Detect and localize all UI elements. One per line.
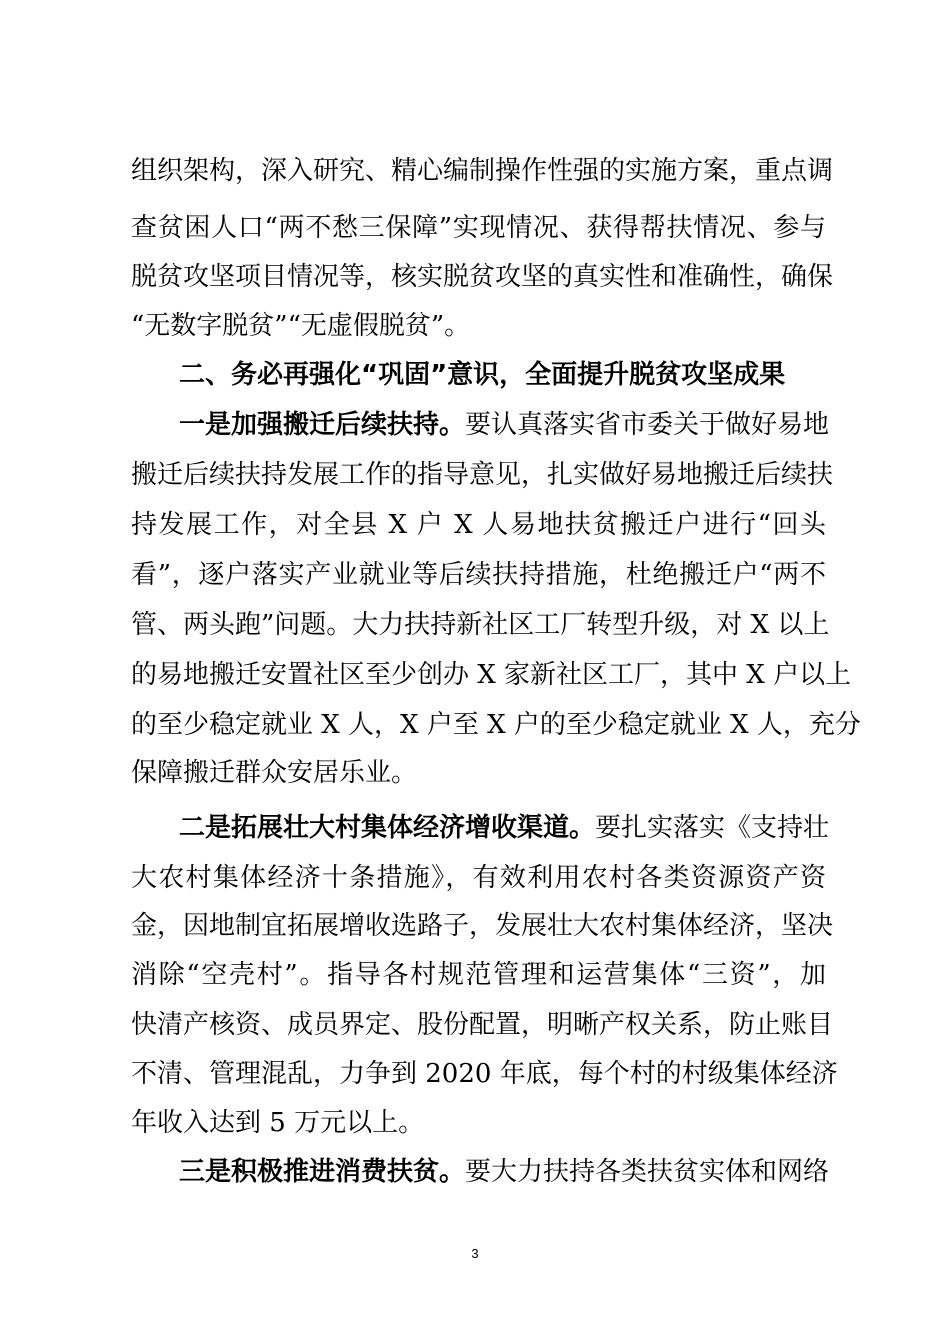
para-1-line-2: 搬迁后续扶持发展工作的指导意见，扎实做好易地搬迁后续扶: [131, 460, 834, 490]
para-2-line-2: 大农村集体经济十条措施》，有效利用农村各类资源资产资: [131, 863, 826, 893]
para-1-line-5: 管、两头跑”问题。大力扶持新社区工厂转型升级，对 X 以上: [131, 610, 830, 640]
para-1-line-7: 的至少稳定就业 X 人，X 户至 X 户的至少稳定就业 X 人，充分: [131, 710, 861, 740]
para-1-line-3: 持发展工作，对全县 X 户 X 人易地扶贫搬迁户进行“回头: [131, 510, 826, 540]
para-2-lead: 二是拓展壮大村集体经济增收渠道。: [179, 813, 596, 843]
intro-line-1: 组织架构，深入研究、精心编制操作性强的实施方案，重点调: [131, 156, 834, 186]
para-2-first-line: [179, 813, 830, 843]
para-1-line-4: 看”，逐户落实产业就业等后续扶持措施，杜绝搬迁户“两不: [131, 560, 826, 590]
para-3-first-line-rest: 要大力扶持各类扶贫实体和网络: [465, 1157, 830, 1187]
para-2-first-line-rest: 要扎实落实《支持壮: [595, 813, 830, 843]
para-2-line-6: 不清、管理混乱，力争到 2020 年底，每个村的村级集体经济: [131, 1059, 838, 1089]
para-2-line-5: 快清产核资、成员界定、股份配置，明晰产权关系，防止账目: [131, 1010, 834, 1040]
para-1-first-line: [179, 410, 830, 440]
para-1-first-line-rest: 要认真落实省市委关于做好易地: [465, 410, 830, 440]
para-1-line-8: 保障搬迁群众安居乐业。: [131, 758, 418, 788]
para-2-line-7: 年收入达到 5 万元以上。: [131, 1108, 425, 1138]
intro-line-3: 脱贫攻坚项目情况等，核实脱贫攻坚的真实性和准确性，确保: [131, 262, 834, 292]
para-1-line-6: 的易地搬迁安置社区至少创办 X 家新社区工厂，其中 X 户以上: [131, 660, 852, 690]
page-number: 3: [471, 1246, 479, 1261]
section-heading: 二、务必再强化“巩固”意识，全面提升脱贫攻坚成果: [179, 360, 786, 390]
para-1-lead: 一是加强搬迁后续扶持。: [179, 410, 466, 440]
para-3-first-line: [179, 1157, 830, 1187]
para-2-line-4: 消除“空壳村”。指导各村规范管理和运营集体“三资”，加: [131, 960, 826, 990]
intro-line-4: “无数字脱贫”“无虚假脱贫”。: [131, 311, 471, 341]
intro-line-2: 查贫困人口“两不愁三保障”实现情况、获得帮扶情况、参与: [131, 213, 826, 243]
para-3-lead: 三是积极推进消费扶贫。: [179, 1157, 466, 1187]
para-2-line-3: 金，因地制宜拓展增收选路子，发展壮大农村集体经济，坚决: [131, 911, 834, 941]
